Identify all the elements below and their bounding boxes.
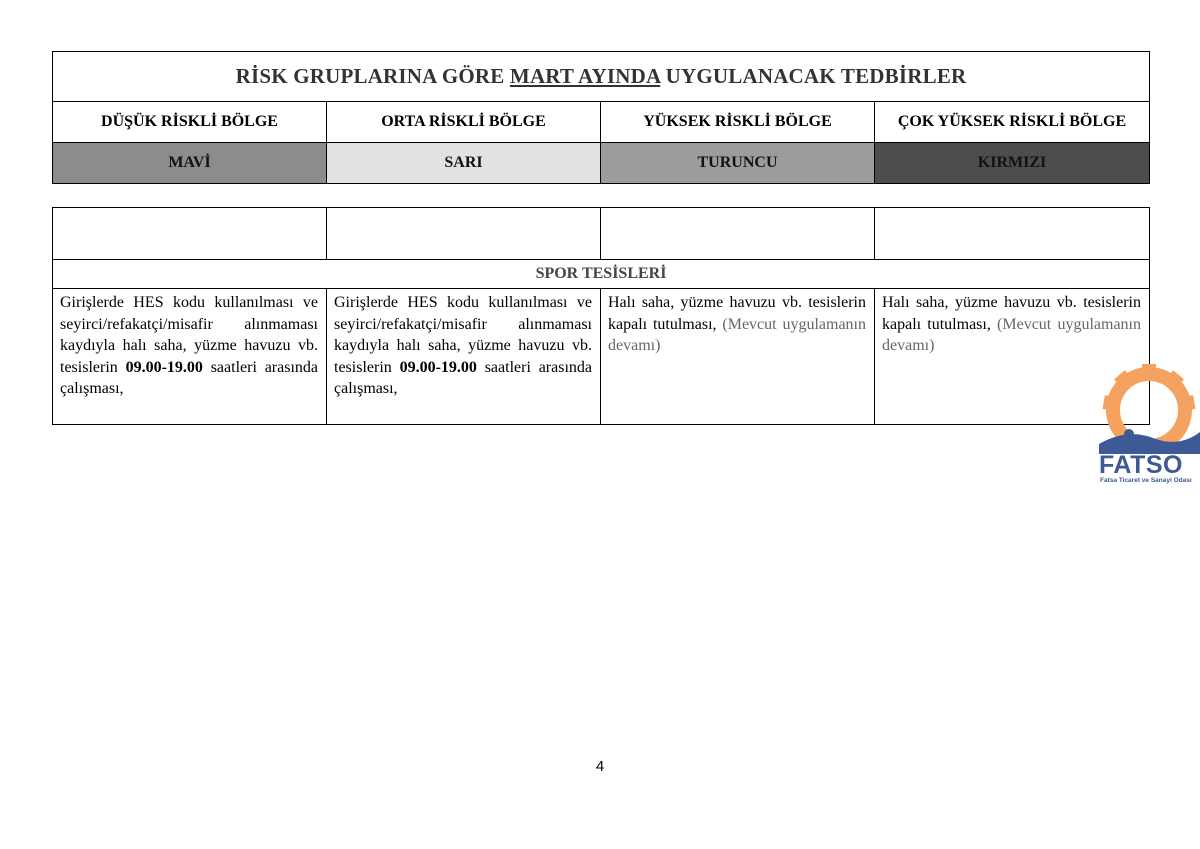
logo-name: FATSO	[1099, 451, 1183, 479]
measure-note: (Mevcut uygulamanın devamı)	[608, 315, 866, 354]
empty-cell	[875, 208, 1150, 260]
measure-hours: 09.00-19.00	[125, 358, 203, 376]
empty-cell	[53, 208, 327, 260]
region-high-header: YÜKSEK RİSKLİ BÖLGE	[601, 102, 875, 143]
page-number: 4	[595, 758, 605, 775]
gear-icon	[1102, 364, 1195, 446]
sports-facilities-table	[52, 207, 1150, 425]
title-month: MART AYINDA	[509, 64, 661, 88]
region-very-high-header: ÇOK YÜKSEK RİSKLİ BÖLGE	[875, 102, 1150, 143]
measure-text: saatleri arasında çalışması,	[60, 358, 319, 397]
measure-cell-medium	[327, 289, 601, 425]
measure-cell-low	[53, 289, 327, 425]
measure-text: Girişlerde HES kodu kullanılması ve seyirci/refakatçi/misafir alınmaması kaydıyla halı saha, yüzme havuzu vb. tesislerin	[334, 294, 592, 376]
measure-text: Halı saha, yüzme havuzu vb. tesislerin kapalı tutulması,	[608, 294, 866, 333]
page-title	[53, 52, 1150, 102]
region-low-header: DÜŞÜK RİSKLİ BÖLGE	[53, 102, 327, 143]
title-part2: UYGULANACAK TEDBİRLER	[660, 64, 967, 88]
measure-hours: 09.00-19.00	[399, 358, 477, 376]
measure-cell-high	[601, 289, 875, 425]
logo-subtitle: Fatsa Ticaret ve Sanayi Odası	[1100, 477, 1192, 484]
color-red-cell: KIRMIZI	[875, 143, 1150, 184]
title-part1: RİSK GRUPLARINA GÖRE	[235, 64, 510, 88]
color-blue-cell: MAVİ	[53, 143, 327, 184]
measure-text: saatleri arasında çalışması,	[334, 358, 593, 397]
measure-note: (Mevcut uygulamanın devamı)	[882, 315, 1141, 354]
measures-header-table	[52, 51, 1150, 184]
color-yellow-cell: SARI	[327, 143, 601, 184]
section-title: SPOR TESİSLERİ	[53, 260, 1150, 289]
color-orange-cell: TURUNCU	[601, 143, 875, 184]
empty-cell	[327, 208, 601, 260]
measure-text: Halı saha, yüzme havuzu vb. tesislerin kapalı tutulması,	[882, 294, 1141, 333]
measure-text: Girişlerde HES kodu kullanılması ve seyirci/refakatçi/misafir alınmaması kaydıyla halı saha, yüzme havuzu vb. tesislerin	[60, 294, 318, 376]
region-medium-header: ORTA RİSKLİ BÖLGE	[327, 102, 601, 143]
empty-cell	[601, 208, 875, 260]
